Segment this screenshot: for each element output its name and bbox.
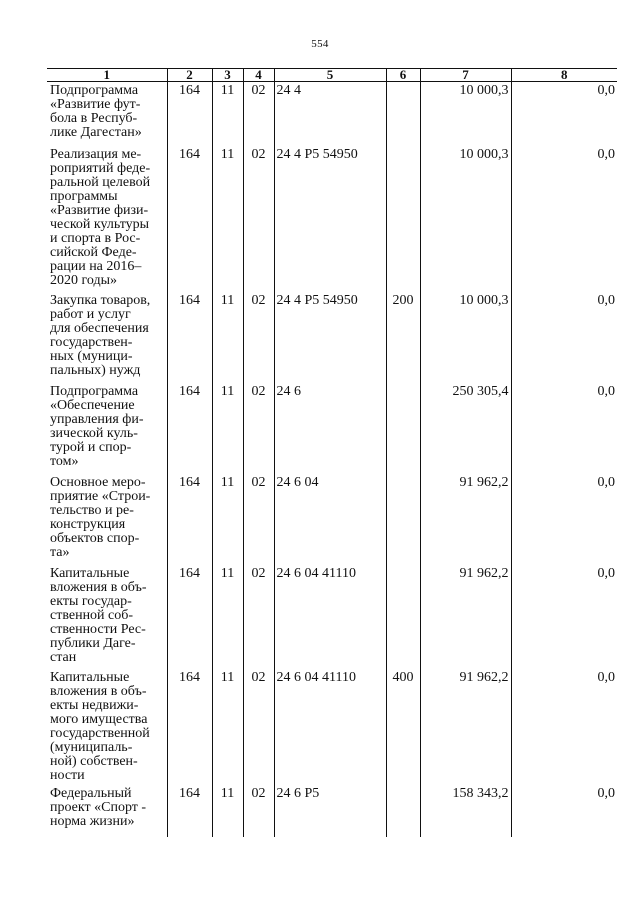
amount-value: 250 305,4 <box>420 383 511 474</box>
amount-value: 91 962,2 <box>420 669 511 785</box>
ministry-code: 164 <box>167 785 212 837</box>
amount-value: 91 962,2 <box>420 565 511 669</box>
table-header-row <box>47 69 617 82</box>
column-header: 7 <box>420 69 511 82</box>
target-article-code: 24 6 04 41110 <box>274 669 386 785</box>
target-article-code: 24 6 <box>274 383 386 474</box>
ministry-code: 164 <box>167 383 212 474</box>
page-number: 554 <box>311 38 329 50</box>
section-code: 11 <box>212 82 243 146</box>
expense-type-code <box>386 82 420 146</box>
column-header: 6 <box>386 69 420 82</box>
expense-type-code <box>386 565 420 669</box>
ministry-code: 164 <box>167 565 212 669</box>
section-code: 11 <box>212 565 243 669</box>
section-code: 11 <box>212 146 243 292</box>
second-amount-value: 0,0 <box>511 474 617 565</box>
amount-value: 91 962,2 <box>420 474 511 565</box>
expense-type-code <box>386 146 420 292</box>
amount-value: 158 343,2 <box>420 785 511 837</box>
row-name: Закупка товаров, работ и услуг для обеспечения государствен- ных (муници- пальных) нужд <box>50 292 151 378</box>
column-header: 5 <box>274 69 386 82</box>
row-name: Реализация ме- роприятий феде- ральной целевой программы «Развитие физи- ческой культуры и спорта в Рос- сийской Феде- рации на 2016– 2020 годы» <box>50 146 151 288</box>
subsection-code: 02 <box>243 146 274 292</box>
subsection-code: 02 <box>243 669 274 785</box>
subsection-code: 02 <box>243 292 274 383</box>
expense-type-code: 400 <box>386 669 420 785</box>
column-header: 4 <box>243 69 274 82</box>
table-row <box>47 82 617 146</box>
row-name: Капитальные вложения в объ- екты государ- ственной соб- ственности Рес- публики Даге- стан <box>50 565 147 665</box>
target-article-code: 24 6 P5 <box>274 785 386 837</box>
table-row <box>47 383 617 474</box>
row-name: Подпрограмма «Обеспечение управления фи- зической куль- турой и спор- том» <box>50 383 144 469</box>
ministry-code: 164 <box>167 292 212 383</box>
column-header: 3 <box>212 69 243 82</box>
ministry-code: 164 <box>167 146 212 292</box>
table-row <box>47 785 617 837</box>
table-row <box>47 146 617 292</box>
target-article-code: 24 4 P5 54950 <box>274 292 386 383</box>
subsection-code: 02 <box>243 383 274 474</box>
row-name: Подпрограмма «Развитие фут- бола в Респуб- лике Дагестан» <box>50 83 142 140</box>
subsection-code: 02 <box>243 82 274 146</box>
expense-type-code <box>386 474 420 565</box>
section-code: 11 <box>212 292 243 383</box>
subsection-code: 02 <box>243 565 274 669</box>
expense-type-code: 200 <box>386 292 420 383</box>
second-amount-value: 0,0 <box>511 565 617 669</box>
table-row <box>47 292 617 383</box>
subsection-code: 02 <box>243 785 274 837</box>
section-code: 11 <box>212 383 243 474</box>
amount-value: 10 000,3 <box>420 292 511 383</box>
target-article-code: 24 6 04 41110 <box>274 565 386 669</box>
section-code: 11 <box>212 785 243 837</box>
target-article-code: 24 4 <box>274 82 386 146</box>
row-name: Основное меро- приятие «Строи- тельство и ре- конструкция объектов спор- та» <box>50 474 151 560</box>
subsection-code: 02 <box>243 474 274 565</box>
target-article-code: 24 6 04 <box>274 474 386 565</box>
column-header: 8 <box>511 69 617 82</box>
column-header: 1 <box>47 69 167 82</box>
expense-type-code <box>386 383 420 474</box>
column-header: 2 <box>167 69 212 82</box>
table-row <box>47 669 617 785</box>
second-amount-value: 0,0 <box>511 292 617 383</box>
ministry-code: 164 <box>167 82 212 146</box>
row-name: Федеральный проект «Спорт - норма жизни» <box>50 785 147 829</box>
ministry-code: 164 <box>167 669 212 785</box>
second-amount-value: 0,0 <box>511 785 617 837</box>
target-article-code: 24 4 P5 54950 <box>274 146 386 292</box>
second-amount-value: 0,0 <box>511 82 617 146</box>
amount-value: 10 000,3 <box>420 82 511 146</box>
table-row <box>47 474 617 565</box>
amount-value: 10 000,3 <box>420 146 511 292</box>
second-amount-value: 0,0 <box>511 383 617 474</box>
table-row <box>47 565 617 669</box>
ministry-code: 164 <box>167 474 212 565</box>
section-code: 11 <box>212 474 243 565</box>
second-amount-value: 0,0 <box>511 669 617 785</box>
second-amount-value: 0,0 <box>511 146 617 292</box>
section-code: 11 <box>212 669 243 785</box>
expense-type-code <box>386 785 420 837</box>
budget-table <box>47 68 617 837</box>
row-name: Капитальные вложения в объ- екты недвижи- мого имущества государственной (муниципаль- ной) собствен- ности <box>50 669 150 783</box>
